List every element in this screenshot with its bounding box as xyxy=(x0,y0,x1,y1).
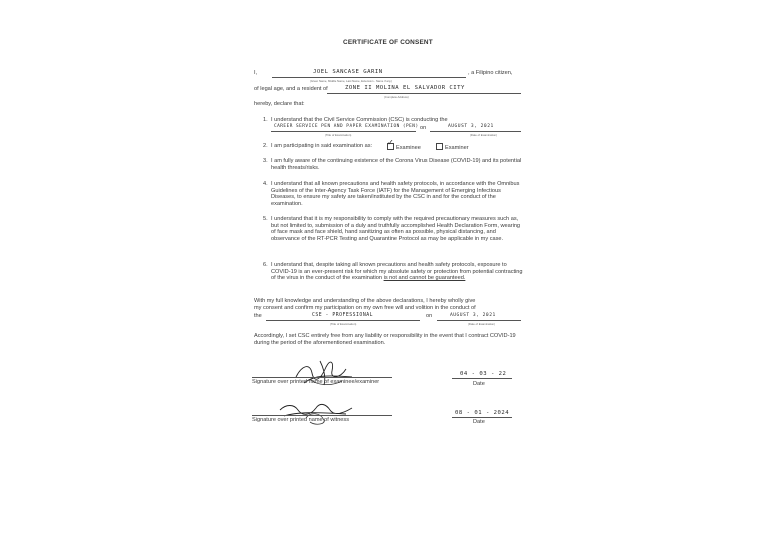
consent-the: the xyxy=(254,313,262,319)
item-1-date-caption: (Date of Examination) xyxy=(470,133,498,137)
consent-line-2: my consent and confirm my participation on my own free will and volition in the conduct of xyxy=(254,305,476,311)
examinee-checkbox[interactable] xyxy=(387,143,394,150)
address-caption: (Complete Address) xyxy=(384,95,409,99)
examinee-date-value: 04 - 03 - 22 xyxy=(460,371,507,377)
legal-age-text: of legal age, and a resident of xyxy=(254,86,328,92)
witness-date-value: 08 - 01 - 2024 xyxy=(455,410,510,416)
examinee-label: Examinee xyxy=(396,145,421,151)
name-caption: (Given Name, Middle Name, Last Name, Extension - Name if any) xyxy=(310,79,392,83)
consent-date-caption: (Date of Examination) xyxy=(468,322,496,326)
address-value: ZONE II MOLINA EL SALVADOR CITY xyxy=(345,85,465,91)
consent-on: on xyxy=(426,313,433,319)
name-line xyxy=(272,77,466,78)
item-1-on: on xyxy=(420,125,427,131)
witness-signature-line xyxy=(252,415,392,416)
item-1-text: I understand that the Civil Service Commission (CSC) is conducting the xyxy=(271,117,448,123)
name-value: JOEL SANCASE GARIN xyxy=(313,69,383,75)
witness-date-line xyxy=(452,417,512,418)
item-1-date-value: AUGUST 3, 2021 xyxy=(448,124,494,129)
consent-date-value: AUGUST 3, 2021 xyxy=(450,313,496,318)
release-text: Accordingly, I set CSC entirely free from any liability or responsibility in the event that I contract COVID-19 during the period of the aforementioned examination. xyxy=(254,333,516,346)
examinee-option[interactable] xyxy=(387,143,421,152)
examinee-signature-label: Signature over printed name of examinee/examiner xyxy=(252,379,380,385)
item-5-number: 5. xyxy=(263,216,268,222)
address-line xyxy=(327,93,521,94)
item-6-text xyxy=(271,262,523,282)
examiner-option[interactable] xyxy=(436,143,469,152)
item-3-text: I am fully aware of the continuing existence of the Corona Virus Disease (COVID-19) and its potential health threats/risks. xyxy=(271,158,522,171)
witness-signature-label: Signature over printed name of witness xyxy=(252,417,350,423)
citizen-text: , a Filipino citizen, xyxy=(468,70,513,76)
item-6-number: 6. xyxy=(263,262,268,268)
item-4-text: I understand that all known precautions and health safety protocols, in accordance with the Omnibus Guidelines of the Inter-Agency Task Force (IATF) for the Management of Emerging Infectious Diseases, to ensure my safety are taken/instituted by the CSC in and for the conduct of the examination. xyxy=(271,181,520,207)
witness-date-label: Date xyxy=(473,419,485,425)
consent-line-1: With my full knowledge and understanding of the above declarations, I hereby wholly give xyxy=(254,298,476,304)
examinee-signature-line xyxy=(252,377,392,378)
examinee-date-line xyxy=(452,378,512,379)
item-6-underlined: is not and cannot be guaranteed. xyxy=(383,275,466,282)
examiner-label: Examiner xyxy=(445,145,469,151)
item-1-exam-caption: (Title of Examination) xyxy=(325,133,352,137)
item-2-number: 2. xyxy=(263,143,268,149)
item-1-date-line xyxy=(430,131,521,132)
examiner-checkbox[interactable] xyxy=(436,143,443,150)
item-3-number: 3. xyxy=(263,158,268,164)
item-4-number: 4. xyxy=(263,181,268,187)
examinee-date-label: Date xyxy=(473,381,485,387)
item-5-text: I understand that it is my responsibility to comply with the required precautionary measures such as, but not limited to, submission of a duly and truthfully accomplished Health Declaration Form, wearing of face mask and face shield, hand sanitizing as often as possible, physical distancing, and observance of the RT-PCR Testing and Quarantine Protocol as may be applicable in my case. xyxy=(271,216,521,242)
consent-exam-value: CSE - PROFESSIONAL xyxy=(312,313,373,318)
i-label: I, xyxy=(254,70,258,76)
item-1-number: 1. xyxy=(263,117,268,123)
document-title: CERTIFICATE OF CONSENT xyxy=(343,39,433,46)
examinee-signature-icon xyxy=(290,355,360,391)
item-2-text: I am participating in said examination as: xyxy=(271,143,373,149)
declare-text: hereby, declare that: xyxy=(254,101,305,107)
item-6-body: I understand that, despite taking all known precautions and health safety protocols, exposure to COVID-19 is an ever-present risk for which my absolute safety or protection from potential contracting of the virus in the conduct of the examination xyxy=(271,262,523,282)
consent-exam-caption: (Title of Examination) xyxy=(330,322,357,326)
item-1-exam-line xyxy=(271,131,416,132)
consent-date-line xyxy=(437,320,521,321)
consent-exam-line xyxy=(266,320,420,321)
item-1-exam-value: CAREER SERVICE PEN AND PAPER EXAMINATION (PEN) xyxy=(274,124,419,129)
